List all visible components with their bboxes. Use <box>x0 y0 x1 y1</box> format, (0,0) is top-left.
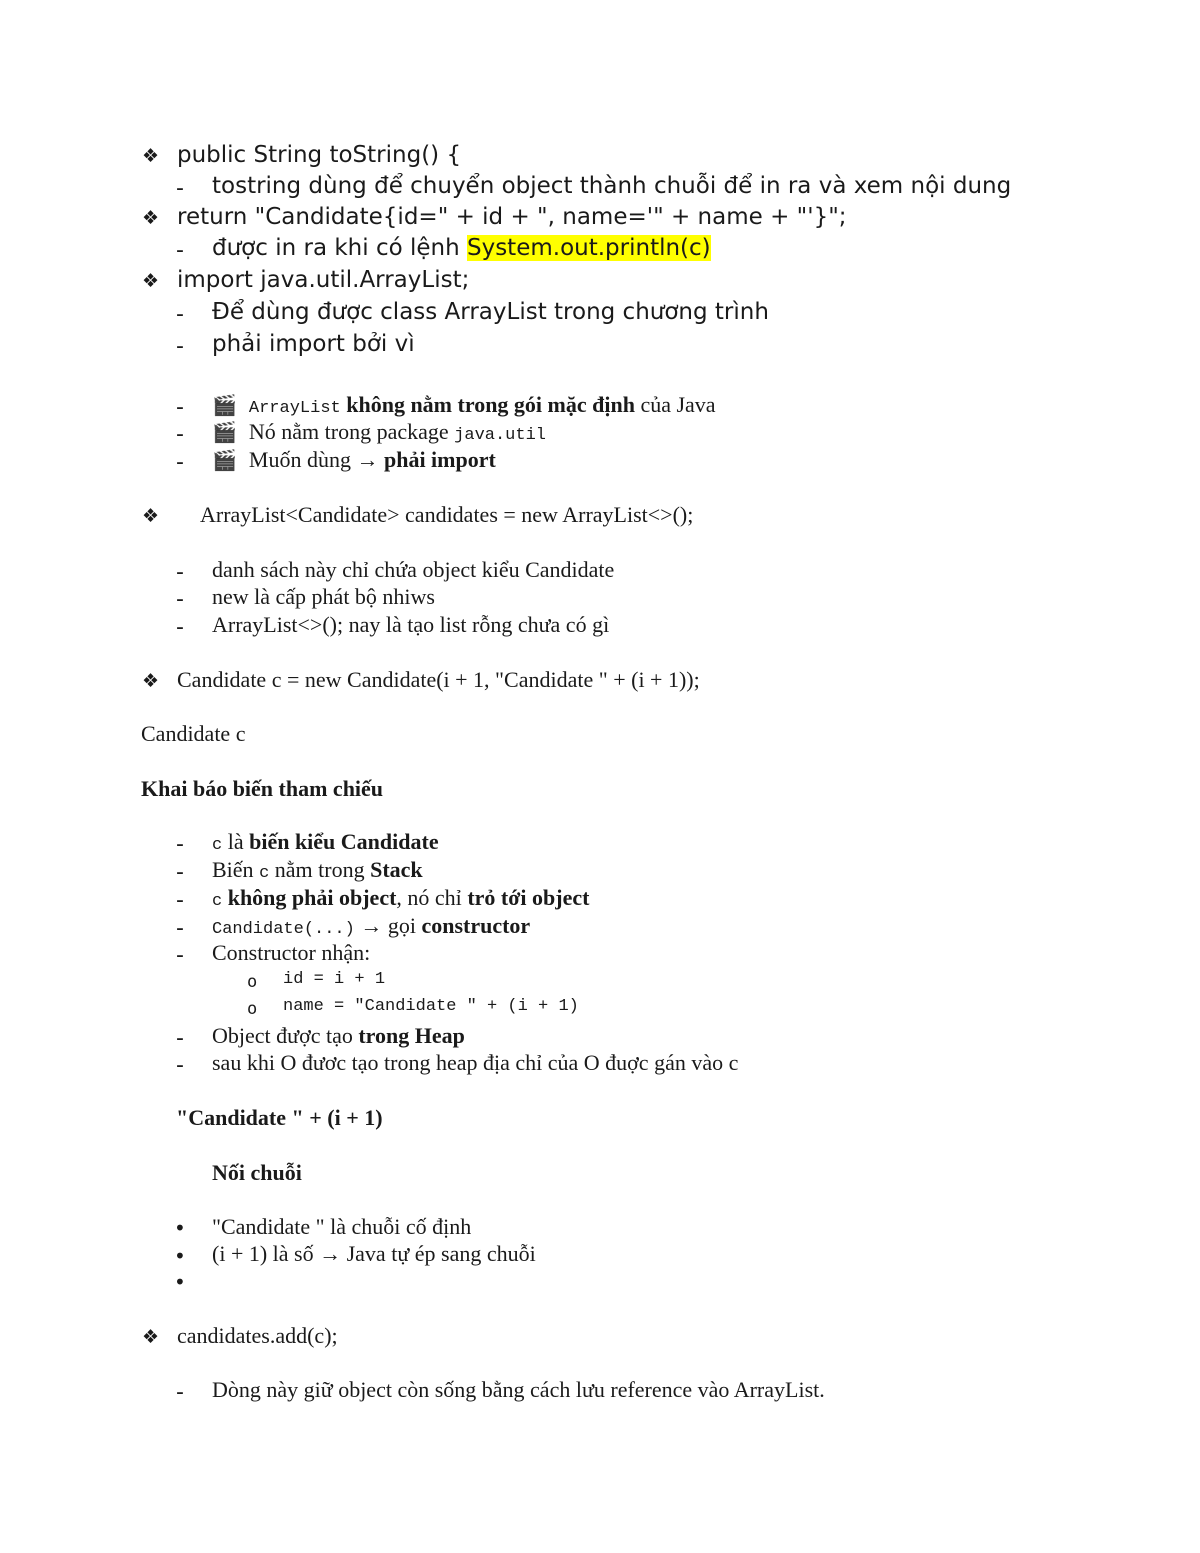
ref-item-6 <box>212 1025 465 1047</box>
diamond-bullet-icon: ❖ <box>142 505 160 527</box>
dash-bullet: - <box>176 1380 184 1405</box>
return-statement: return "Candidate{id=" + id + ", name='" + name + "'}"; <box>177 204 847 230</box>
ref-4-bold: constructor <box>421 913 531 938</box>
reason-1-rest: của Java <box>634 392 716 417</box>
code-arraylist: ArrayList <box>248 399 341 418</box>
reference-heading: Khai báo biến tham chiếu <box>141 776 384 801</box>
dash-bullet: - <box>176 238 184 263</box>
dot-bullet-icon: • <box>174 1244 186 1268</box>
dot-bullet-icon: • <box>174 1270 186 1294</box>
arraylist-declaration: ArrayList<Candidate> candidates = new ArrayList<>(); <box>200 502 694 527</box>
clapperboard-icon: 🎬 <box>212 448 237 472</box>
ref-3-bold-2: trỏ tới object <box>467 885 590 910</box>
ref-item-2 <box>212 859 423 882</box>
constructor-arg-name: name = "Candidate " + (i + 1) <box>283 997 579 1016</box>
reason-1-bold: không nằm trong gói mặc định <box>340 392 635 417</box>
dash-bullet: - <box>176 302 184 327</box>
ref-item-5: Constructor nhận: <box>212 940 371 965</box>
dash-bullet: - <box>176 395 184 420</box>
dash-bullet: - <box>176 450 184 475</box>
import-statement: import java.util.ArrayList; <box>177 267 470 293</box>
diamond-bullet-icon: ❖ <box>142 270 160 292</box>
diamond-bullet-icon: ❖ <box>142 1326 160 1348</box>
dash-bullet: - <box>176 615 184 640</box>
diamond-bullet-icon: ❖ <box>142 145 160 167</box>
ref-4-mid: → gọi <box>354 913 422 938</box>
println-text: được in ra khi có lệnh <box>212 235 467 261</box>
add-note: Dòng này giữ object còn sống bằng cách lưu reference vào ArrayList. <box>212 1377 825 1402</box>
concat-note-1: "Candidate " là chuỗi cố định <box>212 1214 472 1239</box>
candidate-declaration: Candidate c = new Candidate(i + 1, "Candidate " + (i + 1)); <box>177 667 700 692</box>
dash-bullet: - <box>176 587 184 612</box>
arraylist-note-3: ArrayList<>(); nay là tạo list rỗng chưa có gì <box>212 612 610 637</box>
concat-note-2: (i + 1) là số → Java tự ép sang chuỗi <box>212 1241 536 1266</box>
dash-bullet: - <box>176 1053 184 1078</box>
ref-item-4 <box>212 915 530 938</box>
dash-bullet: - <box>176 1026 184 1051</box>
dash-bullet: - <box>176 334 184 359</box>
ref-2-bold: Stack <box>370 857 423 882</box>
ref-3-bold-1: không phải object <box>222 885 397 910</box>
diamond-bullet-icon: ❖ <box>142 670 160 692</box>
code-c: c <box>212 836 223 855</box>
diamond-bullet-icon: ❖ <box>142 207 160 229</box>
tostring-signature: public String toString() { <box>177 142 462 168</box>
reason-item-1 <box>212 394 716 417</box>
ref-item-7: sau khi O đươc tạo trong heap địa chỉ của O đuợc gán vào c <box>212 1050 739 1075</box>
ref-6-bold: trong Heap <box>358 1023 465 1048</box>
dot-bullet-icon: • <box>174 1216 186 1240</box>
dash-bullet: - <box>176 916 184 941</box>
ref-2-mid: nằm trong <box>269 857 371 882</box>
dash-bullet: - <box>176 176 184 201</box>
code-c: c <box>212 892 223 911</box>
dash-bullet: - <box>176 943 184 968</box>
ref-1-bold: biến kiểu Candidate <box>249 829 439 854</box>
add-statement: candidates.add(c); <box>177 1323 338 1348</box>
dash-bullet: - <box>176 860 184 885</box>
reason-2-text: Nó nằm trong package <box>248 419 455 444</box>
code-constructor-call: Candidate(...) <box>212 920 355 939</box>
circle-bullet-icon: o <box>247 972 258 992</box>
dash-bullet: - <box>176 888 184 913</box>
dash-bullet: - <box>176 422 184 447</box>
code-java-util: java.util <box>454 426 546 445</box>
ref-item-1 <box>212 831 439 854</box>
println-highlight: System.out.println(c) <box>466 235 711 261</box>
code-c: c <box>259 864 270 883</box>
ref-6-text: Object được tạo <box>212 1023 359 1048</box>
ref-3-mid: , nó chỉ <box>396 885 468 910</box>
ref-1-text: là <box>222 829 250 854</box>
reason-item-2 <box>212 421 546 444</box>
import-reason-1: Để dùng được class ArrayList trong chương trình <box>212 299 769 325</box>
reason-3-bold: phải import <box>383 447 496 472</box>
tostring-explanation: tostring dùng để chuyển object thành chuỗi để in ra và xem nội dung <box>212 173 1012 199</box>
constructor-arg-id: id = i + 1 <box>283 970 386 989</box>
arraylist-note-2: new là cấp phát bộ nhiws <box>212 584 435 609</box>
arraylist-note-1: danh sách này chỉ chứa object kiểu Candidate <box>212 557 615 582</box>
concat-title: Nối chuỗi <box>212 1160 302 1185</box>
ref-item-3 <box>212 887 589 910</box>
reason-3-text: Muốn dùng → <box>248 447 384 472</box>
concat-expression: "Candidate " + (i + 1) <box>176 1105 383 1130</box>
import-reason-2: phải import bởi vì <box>212 331 415 357</box>
println-explanation <box>212 237 711 260</box>
dash-bullet: - <box>176 832 184 857</box>
dash-bullet: - <box>176 560 184 585</box>
ref-2-text: Biến <box>212 857 260 882</box>
clapperboard-icon: 🎬 <box>212 420 237 444</box>
circle-bullet-icon: o <box>247 999 258 1019</box>
candidate-c-text: Candidate c <box>141 721 246 746</box>
clapperboard-icon: 🎬 <box>212 393 237 417</box>
reason-item-3 <box>212 449 496 471</box>
